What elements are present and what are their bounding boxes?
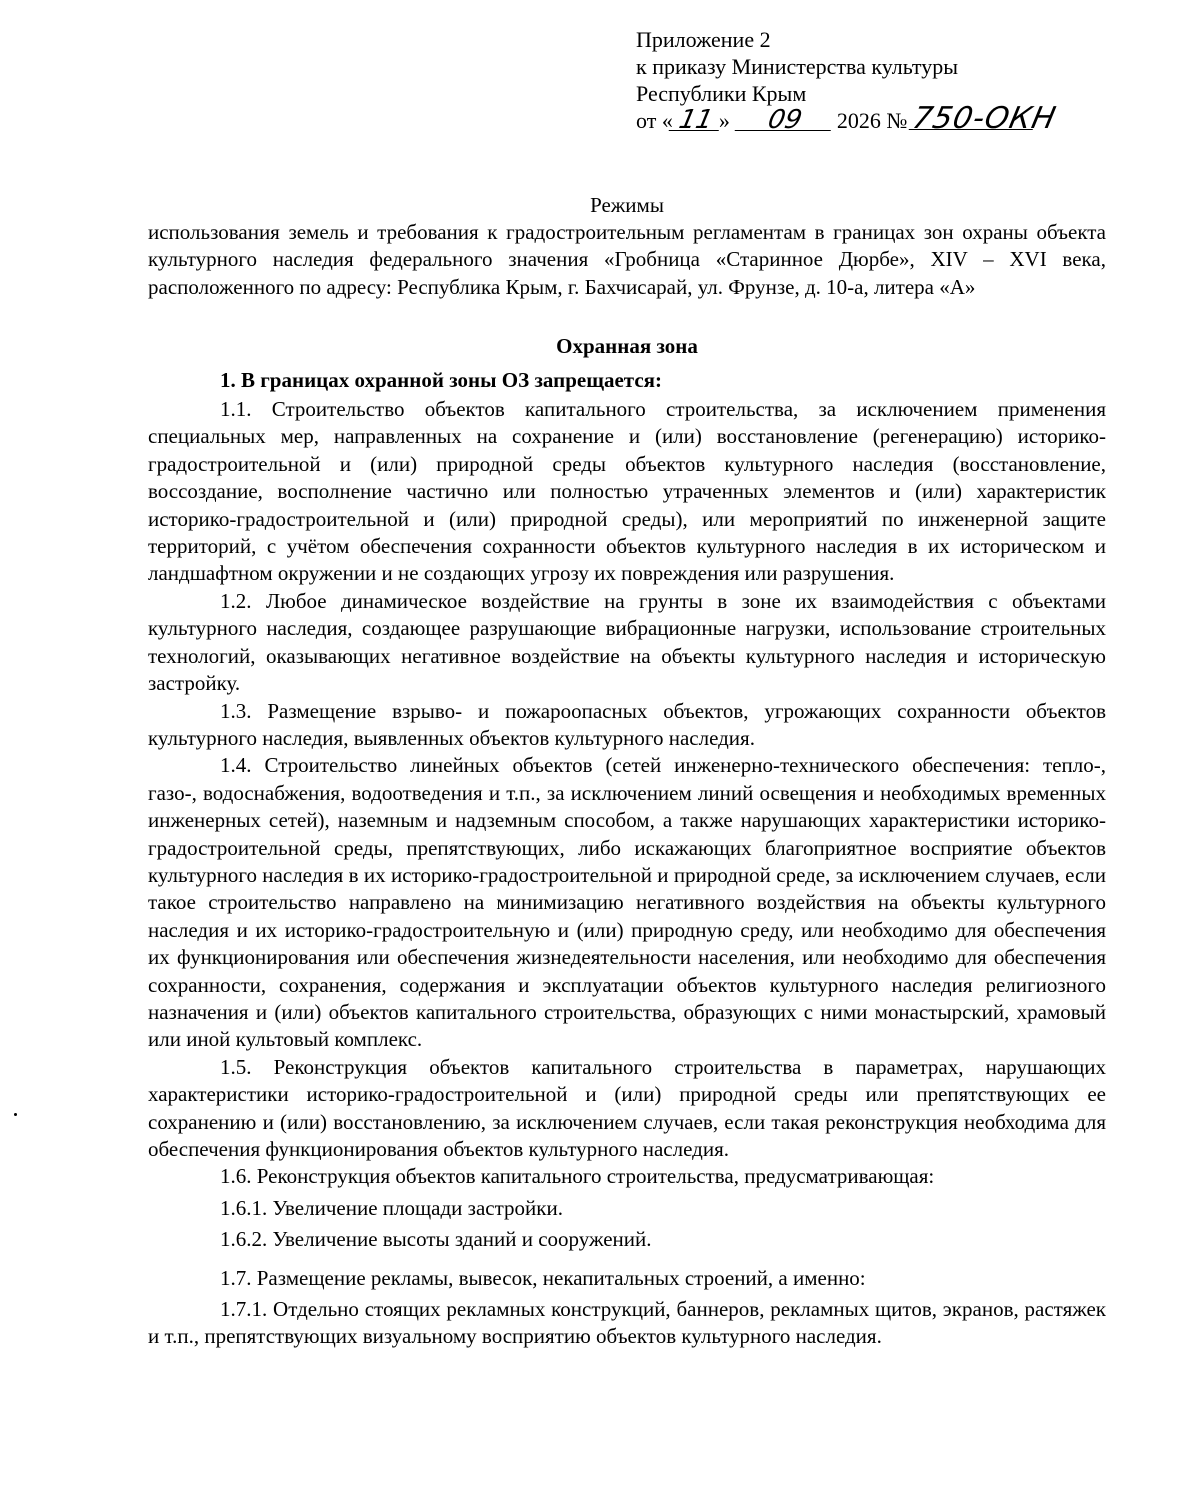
order-date-line [636, 101, 1136, 136]
handwritten-month: 09 [737, 108, 834, 132]
item-1-6-1: 1.6.1. Увеличение площади застройки. [220, 1195, 563, 1220]
item-1-7-1: 1.7.1. Отдельно стоящих рекламных конструкций, баннеров, рекламных щитов, экранов, растяжек и т.п., препятствующих визуальному восприятию объектов культурного наследия. [148, 1297, 1106, 1349]
item-1-1: 1.1. Строительство объектов капитального строительства, за исключением применения специальных мер, направленных на сохранение и (или) восстановление (регенерацию) историко-градостроительной и (или) природной среды объектов культурного наследия (восстановление, воссоздание, восполнение частично или полностью утраченных элементов и (или) характеристик историко-градостроительной и (или) природной среды), или мероприятий по инженерной защите территорий, с учётом обеспечения сохранности объектов культурного наследия в их историческом и ландшафтном окружении и не создающих угрозу их повреждения или разрушения. [148, 397, 1106, 586]
appendix-ministry: Республики Крым [636, 81, 807, 106]
handwritten-day: 11 [670, 108, 721, 132]
date-year-no: 2026 № [836, 108, 908, 133]
document-title: Режимы [590, 193, 664, 217]
item-1-7: 1.7. Размещение рекламы, вывесок, некапитальных строений, а именно: [220, 1265, 866, 1290]
appendix-number: Приложение 2 [636, 27, 771, 52]
date-prefix: от « [636, 108, 673, 133]
item-1-2: 1.2. Любое динамическое воздействие на грунты в зоне их взаимодействия с объектами культурного наследия, создающее разрушающие вибрационные нагрузки, использование строительных технологий, оказывающих негативное воздействие на объекты культурного наследия и историческую застройку. [148, 588, 1106, 696]
appendix-header [636, 26, 1136, 134]
handwritten-order-number: 750-ОКН [909, 101, 1060, 136]
item-1-4: 1.4. Строительство линейных объектов (сетей инженерно-технического обеспечения: тепло-, газо-, водоснабжения, водоотведения и т.п., за исключением линий освещения и необходимых временных инженерных сетей), наземным и надземным способом, а также нарушающих характеристики историко-градостроительной среды, препятствующих, либо искажающих благоприятное восприятие объектов культурного наследия в их историко-градостроительной и природной среде, за исключением случаев, если такое строительство направлено на минимизацию негативного воздействия на объекты культурного наследия и их историко-градостроительную и (или) природную среду, или необходимо для обеспечения их функционирования или обеспечения жизнедеятельности населения, или необходимо для обеспечения сохранности, сохранения, содержания и эксплуатации объектов культурного наследия религиозного назначения и (или) объектов капитального строительства, образующих с ними монастырский, храмовый или иной культовый комплекс. [148, 753, 1106, 1052]
appendix-order-ref: к приказу Министерства культуры [636, 54, 959, 79]
item-1-6: 1.6. Реконструкция объектов капитального строительства, предусматривающая: [220, 1164, 935, 1189]
document-body [148, 191, 1106, 1351]
date-mid: » [718, 108, 730, 133]
zone-heading: 1. В границах охранной зоны ОЗ запрещается: [220, 367, 663, 392]
item-1-5: 1.5. Реконструкция объектов капитального строительства в параметрах, нарушающих характеристики историко-градостроительной и (или) природной среды или препятствующих ее сохранению и (или) восстановлению, за исключением случаев, если такая реконструкция необходима для обеспечения функционирования объектов культурного наследия. [148, 1054, 1106, 1161]
zone-title: Охранная зона [556, 334, 698, 359]
item-1-6-2: 1.6.2. Увеличение высоты зданий и сооружений. [220, 1227, 652, 1252]
scan-artifact-dot [14, 1113, 17, 1116]
document-subtitle: использования земель и требования к градостроительным регламентам в границах зон охраны объекта культурного наследия федерального значения «Гробница «Старинное Дюрбе», XIV – XVI века, расположенного по адресу: Республика Крым, г. Бахчисарай, ул. Фрунзе, д. 10-а, литера «А» [148, 220, 1106, 299]
item-1-3: 1.3. Размещение взрыво- и пожароопасных объектов, угрожающих сохранности объектов культурного наследия, выявленных объектов культурного наследия. [148, 698, 1106, 750]
